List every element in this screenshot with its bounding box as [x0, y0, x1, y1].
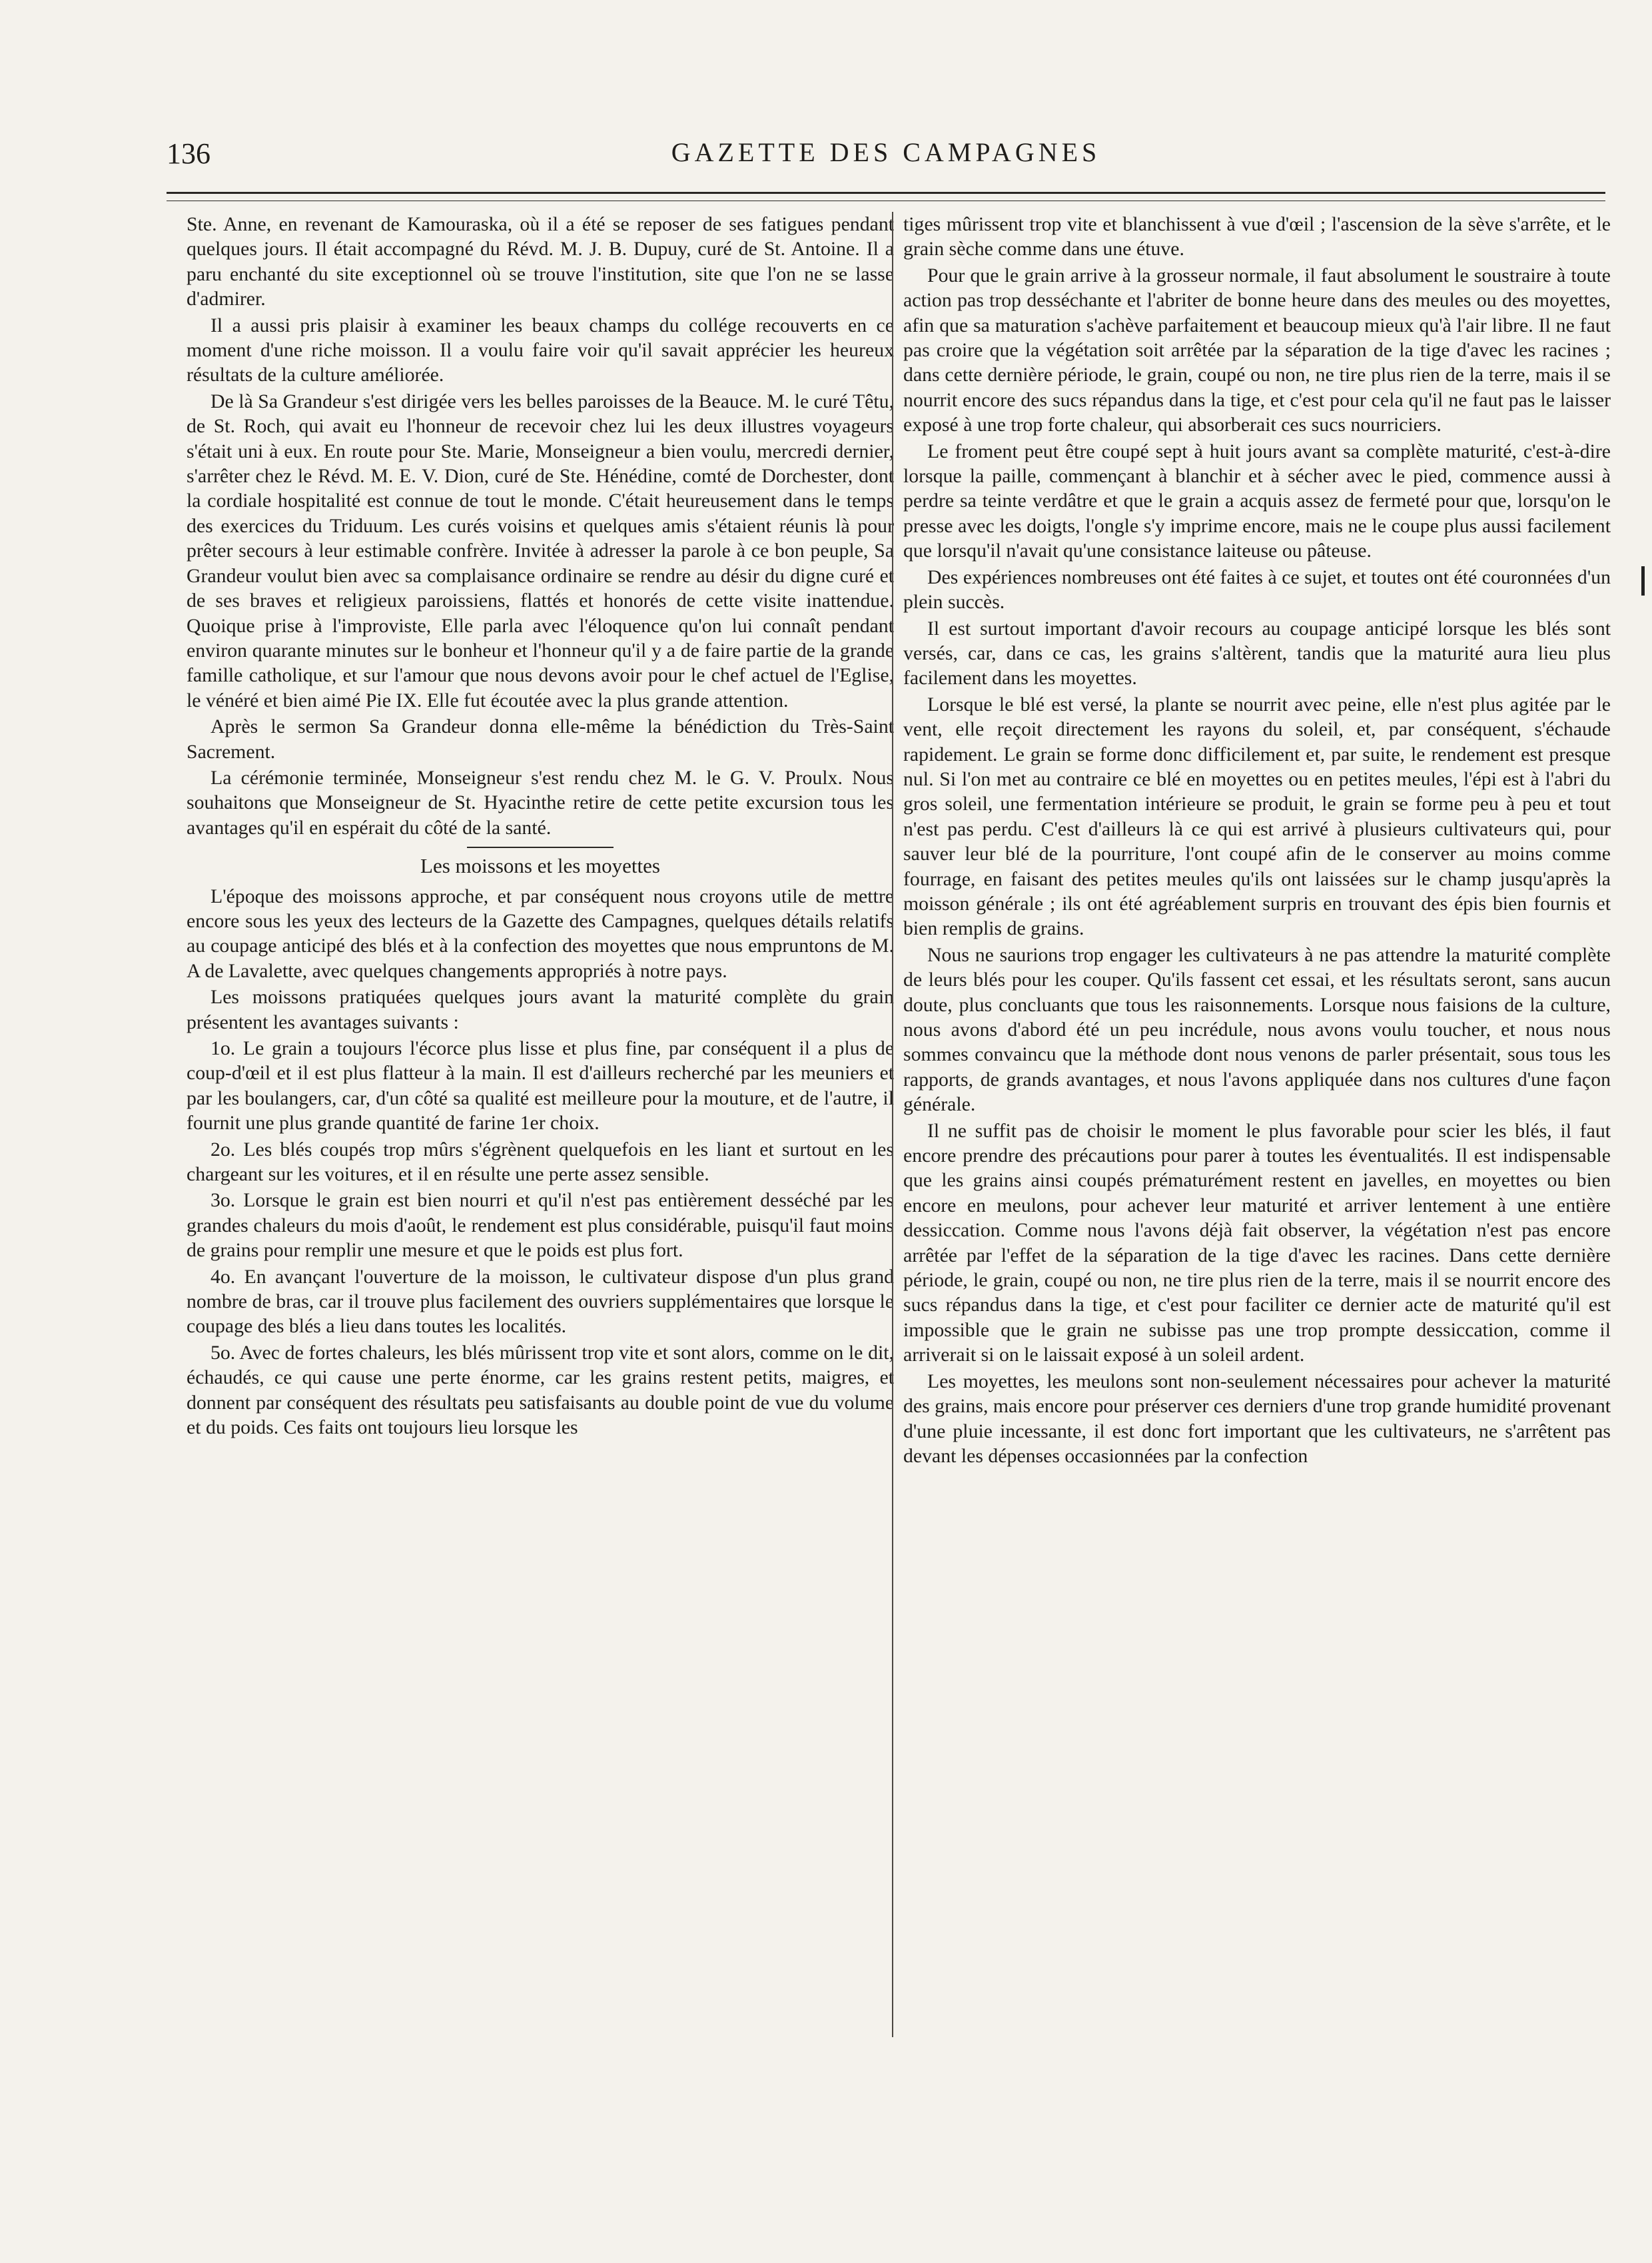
left-column [187, 212, 894, 2037]
paragraph: Il a aussi pris plaisir à examiner les beaux champs du collége recouverts en ce moment d'une riche moisson. Il a voulu faire voir qu'il savait apprécier les heureux résultats de la culture améliorée. [187, 314, 894, 386]
paragraph: Lorsque le blé est versé, la plante se nourrit avec peine, elle n'est plus agitée par le vent, elle reçoit directement les rayons du soleil, et, par conséquent, s'échaude rapidement. Le grain se forme donc difficilement et, par suite, le rendement est presque nul. Si l'on met au contraire ce blé en moyettes ou en petites meules, l'épi est à l'abri du gros soleil, une fermentation intérieure se produit, le grain se forme peu à peu et tout n'est pas perdu. C'est d'ailleurs là ce qui est arrivé à plusieurs cultivateurs qui, pour sauver leur blé de la pourriture, l'ont coupé afin de le conserver au moins comme fourrage, en faisant des petites meules qu'ils ont laissées sur le champ jusqu'après la moisson générale ; ils ont été agréablement surpris en trouvant des épis bien fournis et bien remplis de grains. [903, 693, 1611, 940]
paragraph: De là Sa Grandeur s'est dirigée vers les belles paroisses de la Beauce. M. le curé Têtu, de St. Roch, qui avait eu l'honneur de recevoir chez lui les deux illustres voyageurs s'était uni à eux. En route pour Ste. Marie, Monseigneur a bien voulu, mercredi dernier, s'arrêter chez le Révd. M. E. V. Dion, curé de Ste. Hénédine, comté de Dorchester, dont la cordiale hospitalité est connue de tout le monde. C'était heureusement dans le temps des exercices du Triduum. Les curés voisins et quelques amis s'étaient réunis là pour prêter secours à leur estimable confrère. Invitée à adresser la parole à ce bon peuple, Sa Grandeur voulut bien avec sa complaisance ordinaire se rendre au désir du digne curé et de ses braves et religieux paroissiens, flattés et honorés de cette visite inattendue. Quoique prise à l'improviste, Elle parla avec l'éloquence qu'on lui connaît pendant environ quarante minutes sur le bonheur et l'honneur qu'il y a de faire partie de la grande famille catholique, et sur l'amour que nous devons avoir pour le chef actuel de l'Eglise, le vénéré et bien aimé Pie IX. Elle fut écoutée avec la plus grande attention. [187, 390, 894, 711]
paragraph: Les moyettes, les meulons sont non-seulement nécessaires pour achever la maturité des grains, mais encore pour préserver ces derniers d'une trop grande humidité provenant d'une pluie incessante, il est donc fort important que les cultivateurs, ne s'arrêtent pas devant les dépenses occasionnées par la confection [903, 1370, 1611, 1467]
paragraph: 4o. En avançant l'ouverture de la moisson, le cultivateur dispose d'un plus grand nombre de bras, car il trouve plus facilement des ouvriers supplémentaires que lorsque le coupage des blés a lieu dans toutes les localités. [187, 1265, 894, 1338]
paragraph: Ste. Anne, en revenant de Kamouraska, où il a été se reposer de ses fatigues pendant quelques jours. Il était accompagné du Révd. M. J. B. Dupuy, curé de St. Antoine. Il a paru enchanté du site exceptionnel où se trouve l'institution, site que l'on ne se lasse d'admirer. [187, 213, 894, 310]
paragraph: Il ne suffit pas de choisir le moment le plus favorable pour scier les blés, il faut encore prendre des précautions pour parer à toutes les éventualités. Il est indispensable que les grains ainsi coupés prématurément restent en javelles, en moyettes ou bien encore en meulons, pour achever leur maturité et arriver lentement à une entière dessiccation. Comme nous l'avons déjà fait observer, la végétation n'est pas encore arrêtée par l'effet de la séparation de la tige d'avec les racines. Dans cette dernière période, le grain, coupé ou non, ne tire plus rien de la terre, mais il se nourrit encore des sucs répandus dans la tige, et c'est pour faciliter ce dernier acte de maturité qu'il est impossible que le grain ne subisse pas une trop prompte dessiccation, comme il arriverait si on le laissait exposé à un soleil ardent. [903, 1119, 1611, 1366]
paragraph: 2o. Les blés coupés trop mûrs s'égrènent quelquefois en les liant et surtout en les chargeant sur les voitures, et il en résulte une perte assez sensible. [187, 1138, 894, 1186]
running-head [167, 137, 1605, 177]
paragraph: La cérémonie terminée, Monseigneur s'est rendu chez M. le G. V. Proulx. Nous souhaitons que Monseigneur de St. Hyacinthe retire de cette petite excursion tous les avantages qu'il en espérait du côté de la santé. [187, 766, 894, 839]
journal-title: GAZETTE DES CAMPAGNES [671, 137, 1101, 167]
section-rule [467, 847, 614, 848]
paragraph: Des expériences nombreuses ont été faites à ce sujet, et toutes ont été couronnées d'un plein succès. [903, 566, 1611, 614]
paragraph: Nous ne saurions trop engager les cultivateurs à ne pas attendre la maturité complète de leurs blés pour les couper. Qu'ils fassent cet essai, et les résultats seront, sans aucun doute, plus concluants que tous les raisonnements. Lorsque nous faisions de la culture, nous avons d'abord été un peu incrédule, nous avons voulu toucher, et nous nous sommes convaincu que la méthode dont nous venons de parler présentait, sous tous les rapports, de grands avantages, et nous l'avons appliquée dans nos cultures d'une façon générale. [903, 943, 1611, 1116]
paragraph: 5o. Avec de fortes chaleurs, les blés mûrissent trop vite et sont alors, comme on le dit, échaudés, ce qui cause une perte énorme, car les grains restent petits, maigres, et donnent par conséquent des résultats peu satisfaisants au double point de vue du volume et du poids. Ces faits ont toujours lieu lorsque les [187, 1341, 894, 1439]
column-divider [892, 212, 893, 2037]
paragraph: Le froment peut être coupé sept à huit jours avant sa complète maturité, c'est-à-dire lorsque la paille, commençant à blanchir et à sécher avec le pied, commence aussi à perdre sa teinte verdâtre et que le grain a acquis assez de fermeté pour que, lorsqu'on le presse avec les doigts, l'ongle s'y imprime encore, mais ne le coupe plus aussi facilement que lorsqu'il n'avait qu'une consistance laiteuse ou pâteuse. [903, 440, 1611, 562]
paragraph: L'époque des moissons approche, et par conséquent nous croyons utile de mettre encore sous les yeux des lecteurs de la Gazette des Campagnes, quelques détails relatifs au coupage anticipé des blés et à la confection des moyettes que nous empruntons de M. A de Lavalette, avec quelques changements appropriés à notre pays. [187, 885, 894, 982]
page-number: 136 [167, 137, 210, 170]
section-title: Les moissons et les moyettes [420, 854, 660, 878]
paragraph: 3o. Lorsque le grain est bien nourri et qu'il n'est pas entièrement desséché par les grandes chaleurs du mois d'août, le rendement est plus considérable, puisqu'il faut moins de grains pour remplir une mesure et que le poids est plus fort. [187, 1189, 894, 1262]
paragraph: Pour que le grain arrive à la grosseur normale, il faut absolument le soustraire à toute action pas trop desséchante et l'abriter de bonne heure dans des meules ou des moyettes, afin que sa maturation s'achève parfaitement et beaucoup mieux qu'à l'air libre. Il ne faut pas croire que la végétation soit arrêtée par la séparation de la tige d'avec les racines ; dans cette dernière période, le grain, coupé ou non, ne tire plus rien de la terre, mais il se nourrit encore des sucs répandus dans la tige, et c'est pour cela qu'il ne faut pas le laisser exposé à une trop forte chaleur, qui absorberait ces sucs nourriciers. [903, 264, 1611, 436]
paragraph: Après le sermon Sa Grandeur donna elle-même la bénédiction du Très-Saint Sacrement. [187, 715, 894, 763]
header-rule [167, 192, 1605, 201]
right-column [903, 212, 1611, 2037]
paragraph: 1o. Le grain a toujours l'écorce plus lisse et plus fine, par conséquent il a plus de coup-d'œil et il est plus flatteur à la main. Il est d'ailleurs recherché par les meuniers et par les boulangers, car, d'un côté sa qualité est meilleure pour la mouture, et de l'autre, il fournit une plus grande quantité de farine 1er choix. [187, 1037, 894, 1134]
paragraph: Les moissons pratiquées quelques jours avant la maturité complète du grain présentent les avantages suivants : [187, 986, 894, 1033]
paragraph: tiges mûrissent trop vite et blanchissent à vue d'œil ; l'ascension de la sève s'arrête, et le grain sèche comme dans une étuve. [903, 213, 1611, 260]
paragraph: Il est surtout important d'avoir recours au coupage anticipé lorsque les blés sont versés, car, dans ce cas, les grains s'altèrent, tandis que la maturité aura lieu plus facilement dans les moyettes. [903, 617, 1611, 689]
margin-mark [1641, 566, 1645, 596]
